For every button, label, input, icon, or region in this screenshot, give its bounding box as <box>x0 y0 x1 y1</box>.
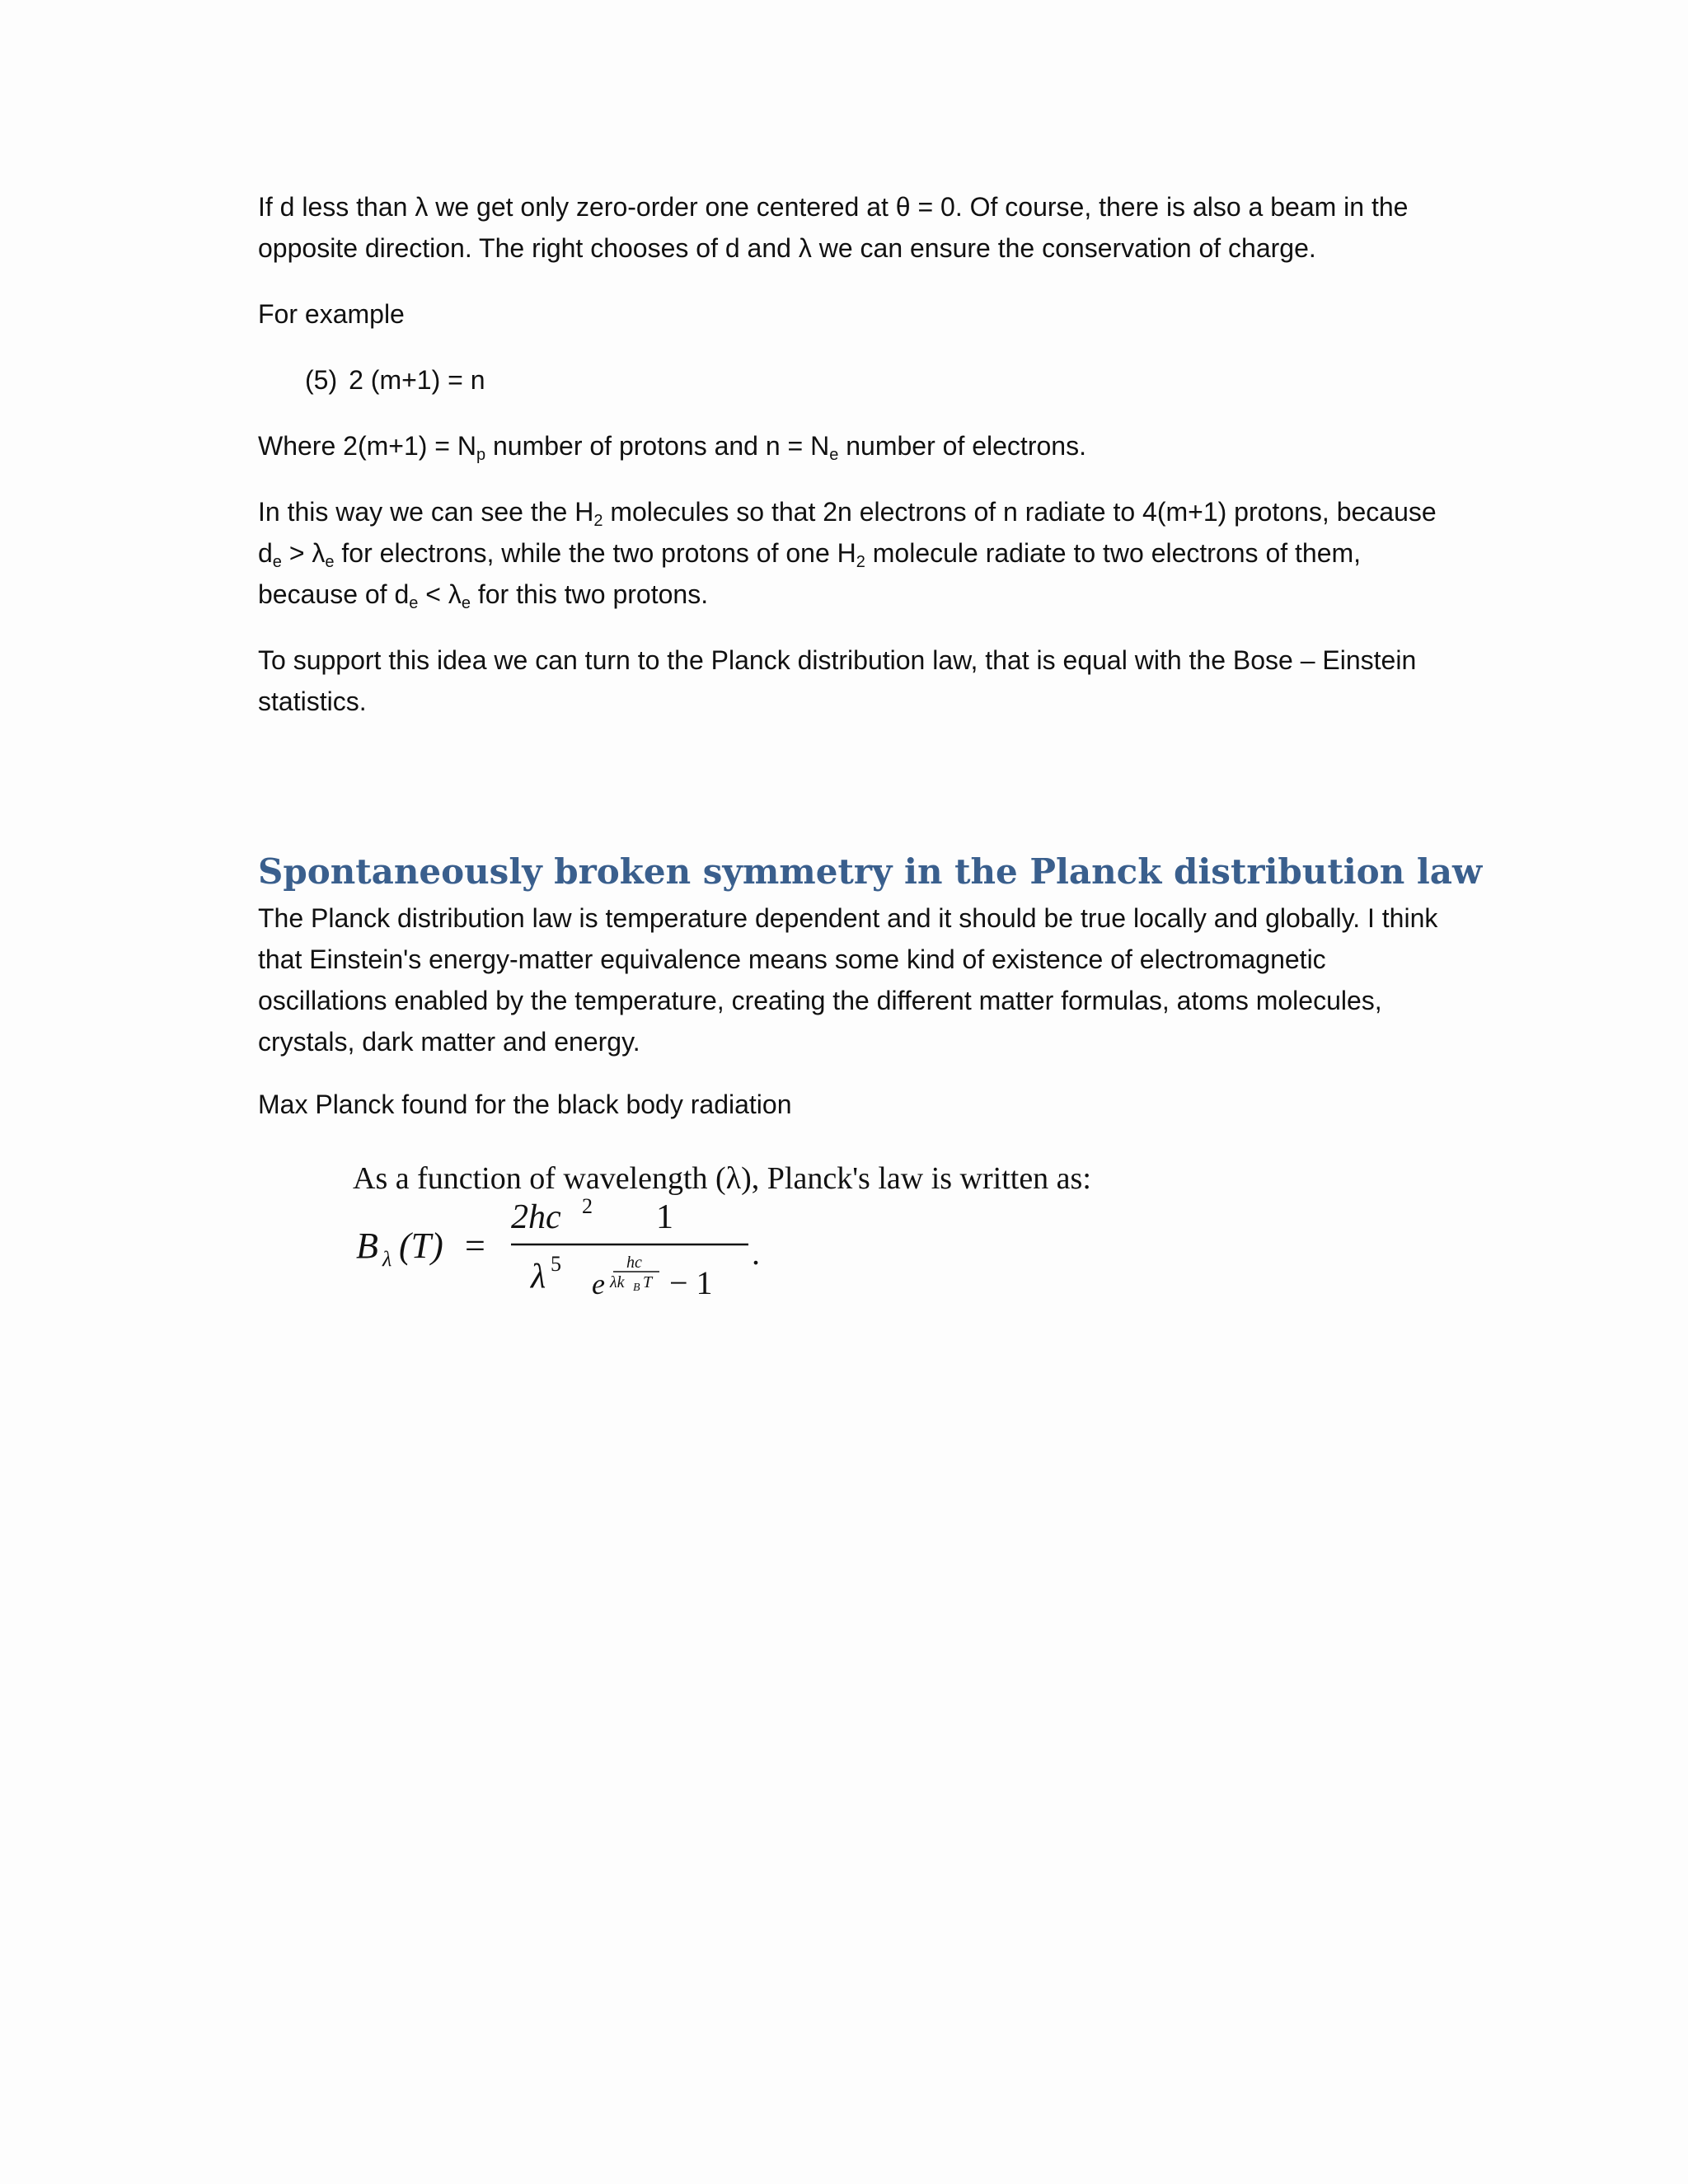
paragraph-planck-law: The Planck distribution law is temperature dependent and it should be true locally and globally. I think that Einstein's energy-matter equivalence means some kind of existence of electromagnetic oscillations enabled by the temperature, creating the different matter formulas, atoms molecules, crystals, dark matter and energy. <box>258 903 1438 1057</box>
subscript-e: e <box>325 553 335 571</box>
formula-den1: λ <box>531 1258 546 1296</box>
subscript-e: e <box>829 446 839 464</box>
formula-lhs-sub: λ <box>382 1247 392 1271</box>
planck-formula <box>353 1195 814 1310</box>
subscript-e: e <box>461 594 471 612</box>
formula-den1-sup: 5 <box>551 1252 561 1276</box>
text-run: we can ensure the conservation of charge. <box>811 233 1316 263</box>
formula-exp-den-sub: B <box>633 1282 640 1294</box>
text-run: < <box>418 579 448 609</box>
formula-period: . <box>752 1235 760 1272</box>
paragraph-diffraction <box>258 186 1445 269</box>
text-run: number of electrons. <box>838 431 1086 461</box>
formula-den2-base: e <box>592 1268 605 1301</box>
formula-lhs-arg: (T) <box>399 1226 443 1266</box>
lambda-symbol: λ <box>798 233 812 263</box>
subscript-e: e <box>272 553 282 571</box>
text-run: Where 2(m+1) = N <box>258 431 476 461</box>
paragraph-for-example: For example <box>258 299 405 329</box>
text-run: If d less than <box>258 192 415 222</box>
equation-5 <box>305 359 485 401</box>
paragraph-max-planck: Max Planck found for the black body radiation <box>258 1090 792 1119</box>
formula-num1-sup: 2 <box>582 1195 593 1218</box>
text-run: > <box>281 538 312 568</box>
subscript-p: p <box>476 446 486 464</box>
formula-lhs: B <box>356 1226 378 1266</box>
formula-den2-tail: − 1 <box>669 1264 713 1301</box>
paragraph-where <box>258 425 1445 466</box>
text-run: molecule radiate to two electrons of them, because of d <box>258 538 1362 609</box>
formula-exp-den: λk <box>610 1273 625 1291</box>
formula-num2: 1 <box>656 1198 673 1236</box>
paragraph-support-idea: To support this idea we can turn to the Planck distribution law, that is equal with the Bose – Einstein statistics. <box>258 645 1417 716</box>
subscript-e: e <box>409 594 419 612</box>
equation-expression: 2 (m+1) = n <box>349 365 485 395</box>
formula-equals: = <box>465 1226 485 1266</box>
formula-exp-num: hc <box>626 1254 642 1272</box>
formula-num1: 2hc <box>511 1198 561 1236</box>
paragraph-h2-molecules <box>258 491 1445 615</box>
equation-number: (5) <box>305 365 338 395</box>
section-heading: Spontaneously broken symmetry in the Planck distribution law <box>258 851 1483 892</box>
text-run: for this two protons. <box>470 579 709 609</box>
formula-caption: As a function of wavelength (λ), Planck's law is written as: <box>353 1161 1091 1196</box>
lambda-symbol: λ <box>448 579 462 609</box>
subscript-2: 2 <box>593 512 603 530</box>
text-run: In this way we can see the H <box>258 497 594 527</box>
text-run: we get only zero-order one centered at θ = 0. Of course, there is also a beam in the opposite direction. The right chooses of d and <box>258 192 1409 263</box>
text-run: molecules so that 2n electrons of n radiate to 4(m+1) protons, because d <box>258 497 1437 568</box>
subscript-2: 2 <box>856 553 865 571</box>
formula-exp-den-tail: T <box>643 1273 653 1291</box>
text-run: number of protons and n = N <box>485 431 830 461</box>
text-run: for electrons, while the two protons of one H <box>334 538 856 568</box>
lambda-symbol: λ <box>312 538 326 568</box>
planck-formula-image <box>353 1154 1144 1319</box>
lambda-symbol: λ <box>415 192 429 222</box>
